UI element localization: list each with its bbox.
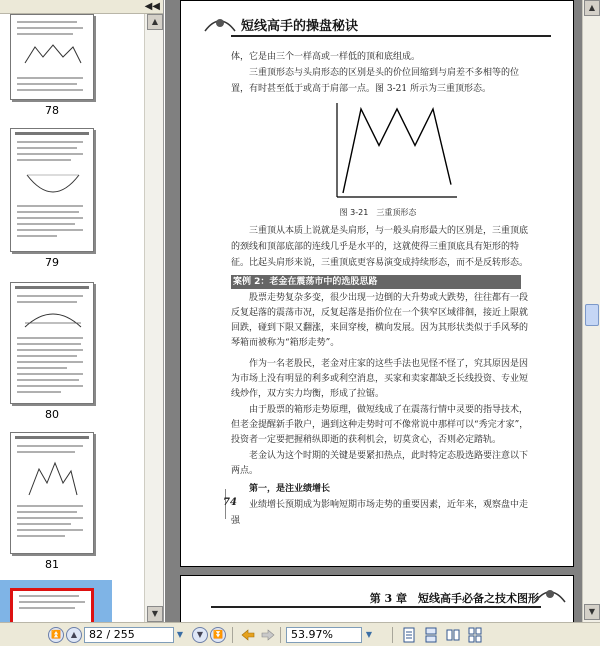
thumbnail-figure-icon (25, 459, 81, 499)
continuous-facing-icon[interactable] (468, 627, 482, 643)
forward-icon[interactable] (260, 627, 276, 643)
thumbnail-label: 81 (45, 558, 59, 571)
page-number-input[interactable]: 82 / 255 (84, 627, 174, 643)
document-view[interactable] (165, 0, 600, 622)
page-header-title: 短线高手的操盘秘诀 (241, 19, 359, 34)
thumbnail-page-80[interactable] (10, 282, 94, 404)
chevron-down-icon[interactable]: ▼ (176, 630, 184, 639)
paragraph: 作为一名老股民，老金对庄家的这些手法也见怪不怪了，究其原因是因为市场上没有明显的利多或利空消息，买家和卖家都缺乏长线投资、专业短线炒作，双方实力均衡，形成了拉锯。 (231, 359, 529, 399)
toolbar-separator (392, 627, 393, 643)
thumbnail-page-78[interactable] (10, 14, 94, 100)
first-page-icon[interactable]: ⏫ (48, 627, 64, 643)
triple-top-chart (331, 99, 461, 203)
document-scrollbar[interactable] (582, 0, 600, 622)
case-heading: 案例 2：老金在震荡市中的选股思路 (231, 275, 521, 289)
scroll-down-icon[interactable]: ▼ (147, 606, 163, 622)
scroll-down-icon[interactable]: ▼ (584, 604, 600, 620)
previous-page-icon[interactable]: ▲ (66, 627, 82, 643)
continuous-icon[interactable] (424, 627, 438, 643)
page-number: 74 (223, 497, 237, 508)
book-logo-icon (203, 9, 237, 35)
chapter-header-title: 第 3 章 短线高手必备之技术图形 (369, 592, 539, 605)
scrollbar-thumb[interactable] (585, 304, 599, 326)
thumbnail-header (0, 0, 164, 14)
facing-icon[interactable] (446, 627, 460, 643)
paragraph: 由于股票的箱形走势原理，做短线成了在震荡行情中灵要的指导技术，但老金提醒新手散户，遇到这种走势时可不像常说中那样可以“秀完才家”，投资者一定要把握稍纵即逝的获利机会，切莫贪心，否则必定踏轨。 (231, 405, 529, 445)
scroll-up-icon[interactable]: ▲ (584, 0, 600, 16)
document-page (180, 575, 574, 622)
next-page-icon[interactable]: ▼ (192, 627, 208, 643)
thumbnail-page-81[interactable] (10, 432, 94, 554)
paragraph: 三重顶形态与头肩形态的区别是头的价位回缩到与肩差不多相等的位置，有时甚至低于或高于肩部一点。图 3-21 所示为三重顶形态。 (231, 68, 520, 94)
sub-heading: 第一，是注业绩增长 (249, 484, 331, 494)
thumbnail-scrollbar[interactable] (144, 14, 164, 622)
header-rule (231, 35, 551, 37)
single-page-icon[interactable] (402, 627, 416, 643)
header-rule (211, 606, 541, 608)
thumbnail-label: 80 (45, 408, 59, 421)
thumbnail-label: 79 (45, 256, 59, 269)
paragraph: 老金认为这个时期的关键是要紧扣热点，此时特定态股选路要注意以下两点。 (231, 451, 529, 476)
thumbnail-page-79[interactable] (10, 128, 94, 252)
thumbnail-figure-icon (23, 307, 83, 333)
book-logo-icon (533, 578, 567, 608)
scroll-up-icon[interactable]: ▲ (147, 14, 163, 30)
chevron-down-icon[interactable]: ▼ (365, 630, 373, 639)
paragraph: 业绩增长预期成为影响短期市场走势的重要因素，近年来，观察盘中走强 (231, 500, 529, 526)
thumbnail-page-82-selected[interactable] (10, 588, 94, 622)
paragraph: 股票走势复杂多变，很少出现一边倒的大升势或大跌势，往往都有一段反复起落的震荡市况，反复起落是指价位在一个狭窄区域徘徊，接近上限就回跌，碰到下限又翻涨，来回穿梭，横向发展。因为其形状类似于手风琴的琴箱而被称为“箱形走势”。 (231, 293, 529, 348)
thumbnail-figure-icon (23, 41, 83, 69)
price-line (343, 109, 451, 193)
toolbar-separator (280, 627, 281, 643)
zoom-input[interactable]: 53.97% (286, 627, 362, 643)
collapse-pane-icon[interactable]: ◀◀ (144, 1, 160, 12)
paragraph: 体，它是由三个一样高或一样低的顶和底组成。 (231, 52, 421, 62)
toolbar-separator (232, 627, 233, 643)
paragraph: 三重顶从本质上说就是头肩形，与一般头肩形最大的区别是，三重顶底的颈线和顶部底部的连线几乎是水平的，这就使得三重顶底具有矩形的特征。比起头肩形来说，三重顶底更容易演变成持续形态，而不是反转形态。 (231, 226, 529, 268)
navigation-toolbar (0, 622, 600, 646)
thumbnail-figure-icon (25, 169, 81, 199)
document-page (180, 0, 574, 567)
figure-caption: 图 3-21 三重顶形态 (339, 208, 417, 217)
back-icon[interactable] (240, 627, 256, 643)
last-page-icon[interactable]: ⏬ (210, 627, 226, 643)
thumbnail-pane (0, 0, 164, 622)
thumbnail-label: 78 (45, 104, 59, 117)
